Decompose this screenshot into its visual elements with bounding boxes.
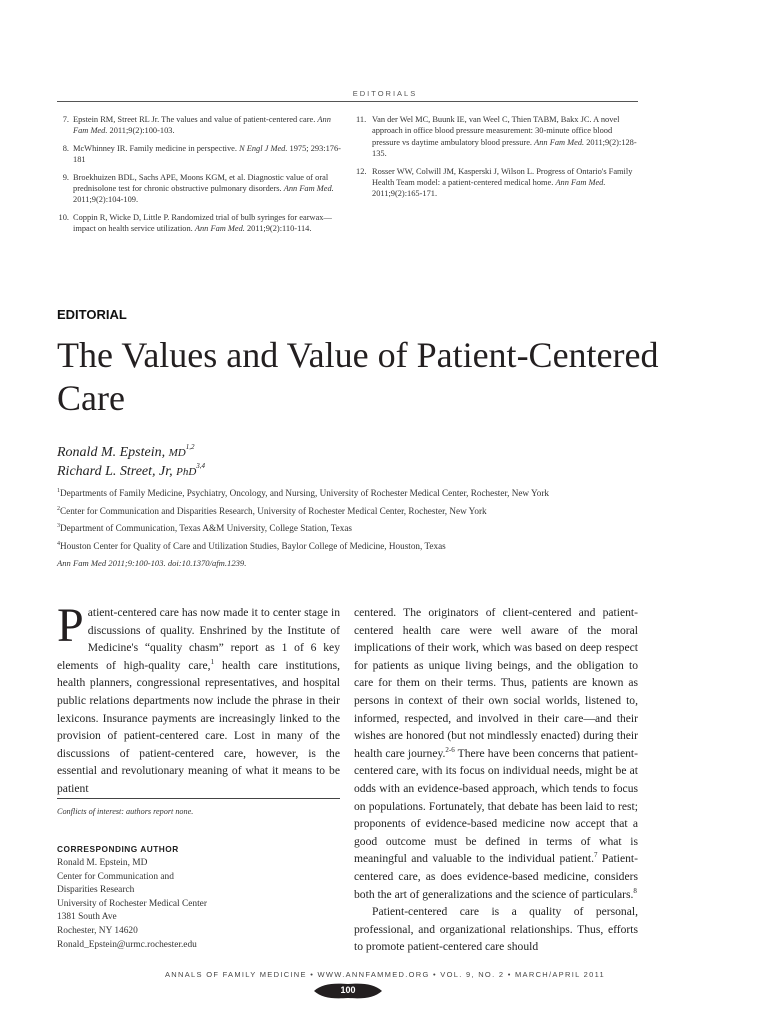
body-text: centered. The originators of client-centered and patient-centered health care were well aware of the moral implications of their work, which was based on deep respect for patients as unique living beings, and the obligation to care for them on their terms. Thus, patients are known as persons in context of their own social worlds, listened to, informed, respected, and involved in their care—and their wishes are honored (but not mindlessly enacted) during their health care journey.: [354, 606, 638, 760]
running-head: EDITORIALS: [352, 89, 418, 98]
drop-cap: P: [57, 599, 84, 652]
reference-details: 2011;9(2):165-171.: [372, 189, 438, 199]
affiliation-marker: 1,2: [185, 443, 195, 451]
affiliations: [57, 484, 697, 554]
page-number: 100: [340, 985, 356, 995]
reference-number: 9.: [62, 172, 69, 182]
page-footer: ANNALS OF FAMILY MEDICINE • WWW.ANNFAMMED.ORG • VOL. 9, NO. 2 • MARCH/APRIL 2011: [165, 970, 605, 979]
body-text: health care institutions, health planners, congressional representatives, and hospital public relations departments now include the phrase in their lexicons. Insurance payments are increasingly linked to the provision of patient-centered care. Lost in many of the discussions of patient-centered care, however, is the essential and revolutionary meaning of what it means to be patient: [57, 658, 340, 795]
reference-text: Broekhuizen BDL, Sachs APE, Moons KGM, et al. Diagnostic value of oral prednisolone test for chronic obstructive pulmonary disorders.: [73, 172, 329, 194]
author-line: [57, 462, 205, 480]
affiliation-text: Departments of Family Medicine, Psychiatry, Oncology, and Nursing, University of Rochester Medical Center, Rochester, New York: [60, 488, 549, 498]
reference-text: McWhinney IR. Family medicine in perspective.: [73, 143, 240, 153]
affiliation-marker: 3: [57, 523, 60, 529]
body-text: There have been concerns that patient-centered care, with its focus on individual needs, might be at odds with an evidence-based approach, which tends to focus on populations. Fortunately, that debate has been laid to rest; proponents of evidence-based medicine now accept that a good outcome must be defined in terms of what is meaningful and valuable to the individual patient.: [354, 746, 638, 866]
reference-item: [57, 143, 342, 166]
article-title: The Values and Value of Patient-Centered Care: [57, 335, 659, 418]
corresponding-line: Ronald M. Epstein, MD: [57, 858, 148, 868]
affiliation-text: Department of Communication, Texas A&M University, College Station, Texas: [60, 523, 352, 533]
citation-marker: 2-6: [445, 745, 455, 754]
body-text: atient-centered care has now made it to center stage in discussions of quality. Enshrined by the Institute of Medicine's “quality chasm” report as 1 of 6 key elements of high-quality care,: [57, 606, 340, 672]
reference-journal: Ann Fam Med.: [73, 115, 331, 136]
author-name: Ronald M. Epstein,: [57, 445, 166, 460]
reference-number: 10.: [58, 212, 69, 222]
reference-journal: Ann Fam Med.: [555, 178, 606, 188]
author-line: [57, 443, 194, 461]
citation-marker: 7: [594, 851, 598, 860]
article-citation: Ann Fam Med 2011;9:100-103. doi:10.1370/afm.1239.: [57, 558, 247, 568]
reference-details: 2011;9(2):128-135.: [372, 137, 637, 159]
references-left-column: [57, 114, 342, 241]
corresponding-author-heading: CORRESPONDING AUTHOR: [57, 844, 179, 854]
reference-text: Rosser WW, Colwill JM, Kasperski J, Wilson L. Progress of Ontario's Family Health Team model: a patient-centered medical home.: [372, 166, 633, 188]
author-degree: PhD: [176, 466, 197, 478]
corresponding-email: Ronald_Epstein@urmc.rochester.edu: [57, 939, 197, 950]
author-degree: MD: [168, 447, 186, 459]
body-column-right: [354, 604, 638, 956]
affiliation-text: Center for Communication and Disparities Research, University of Rochester Medical Center, Rochester, New York: [60, 505, 487, 516]
reference-details: 2011;9(2):100-103.: [107, 126, 175, 136]
reference-text: Van der Wel MC, Buunk IE, van Weel C, Thien TABM, Bakx JC. A novel approach in office blood pressure measurement: 30-minute office blood pressure vs daytime ambulatory blood pressure.: [372, 115, 620, 147]
reference-number: 8.: [62, 143, 69, 153]
affiliation-text: Houston Center for Quality of Care and Utilization Studies, Baylor College of Medicine, Houston, Texas: [60, 540, 446, 551]
conflicts-note: Conflicts of interest: authors report none.: [57, 807, 194, 816]
corresponding-line: Disparities Research: [57, 885, 135, 896]
references-right-column: [354, 114, 638, 206]
reference-journal: Ann Fam Med.: [283, 184, 334, 194]
reference-details: 2011;9(2):110-114.: [244, 224, 312, 234]
affiliation-marker: 3,4: [196, 462, 206, 470]
corresponding-line: Center for Communication and: [57, 871, 174, 882]
reference-journal: Ann Fam Med.: [194, 224, 245, 234]
affiliation-item: [57, 502, 697, 520]
affiliation-marker: 4: [57, 540, 60, 547]
reference-item: [354, 114, 638, 160]
affiliation-marker: 1: [57, 488, 60, 494]
reference-journal: N Engl J Med.: [239, 143, 288, 153]
reference-item: [57, 212, 342, 235]
corresponding-author-details: [57, 857, 207, 952]
reference-journal: Ann Fam Med.: [534, 137, 585, 147]
section-label: EDITORIAL: [57, 307, 127, 322]
reference-text: Epstein RM, Street RL Jr. The values and value of patient-centered care.: [73, 115, 318, 124]
affiliation-item: [57, 484, 697, 502]
corresponding-line: University of Rochester Medical Center: [57, 898, 207, 909]
reference-text: Coppin R, Wicke D, Little P. Randomized trial of bulb syringes for earwax—impact on health service utilization.: [73, 212, 332, 234]
author-name: Richard L. Street, Jr,: [57, 464, 173, 479]
reference-details: 2011;9(2):104-109.: [73, 195, 139, 205]
reference-item: [57, 114, 342, 137]
header-rule: [57, 101, 638, 102]
affiliation-marker: 2: [57, 505, 60, 512]
reference-number: 11.: [356, 115, 367, 124]
corresponding-line: Rochester, NY 14620: [57, 925, 138, 936]
footnote-rule: [57, 798, 340, 799]
body-paragraph: Patient-centered care is a quality of personal, professional, and organizational relationships. Thus, efforts to promote patient-centered care should: [354, 905, 638, 954]
affiliation-item: [57, 537, 697, 555]
body-text: Patient-centered care, as does evidence-based medicine, considers both the art of generalizations and the science of particulars.: [354, 852, 638, 901]
reference-item: [354, 166, 638, 200]
corresponding-line: 1381 South Ave: [57, 912, 117, 923]
body-column-left: [57, 599, 340, 798]
reference-item: [57, 172, 342, 206]
reference-details: 1975; 293:176-181: [73, 143, 341, 165]
citation-marker: 8: [633, 886, 637, 895]
reference-number: 7.: [62, 115, 69, 124]
affiliation-item: [57, 519, 697, 537]
citation-marker: 1: [210, 657, 215, 666]
reference-number: 12.: [356, 166, 367, 176]
